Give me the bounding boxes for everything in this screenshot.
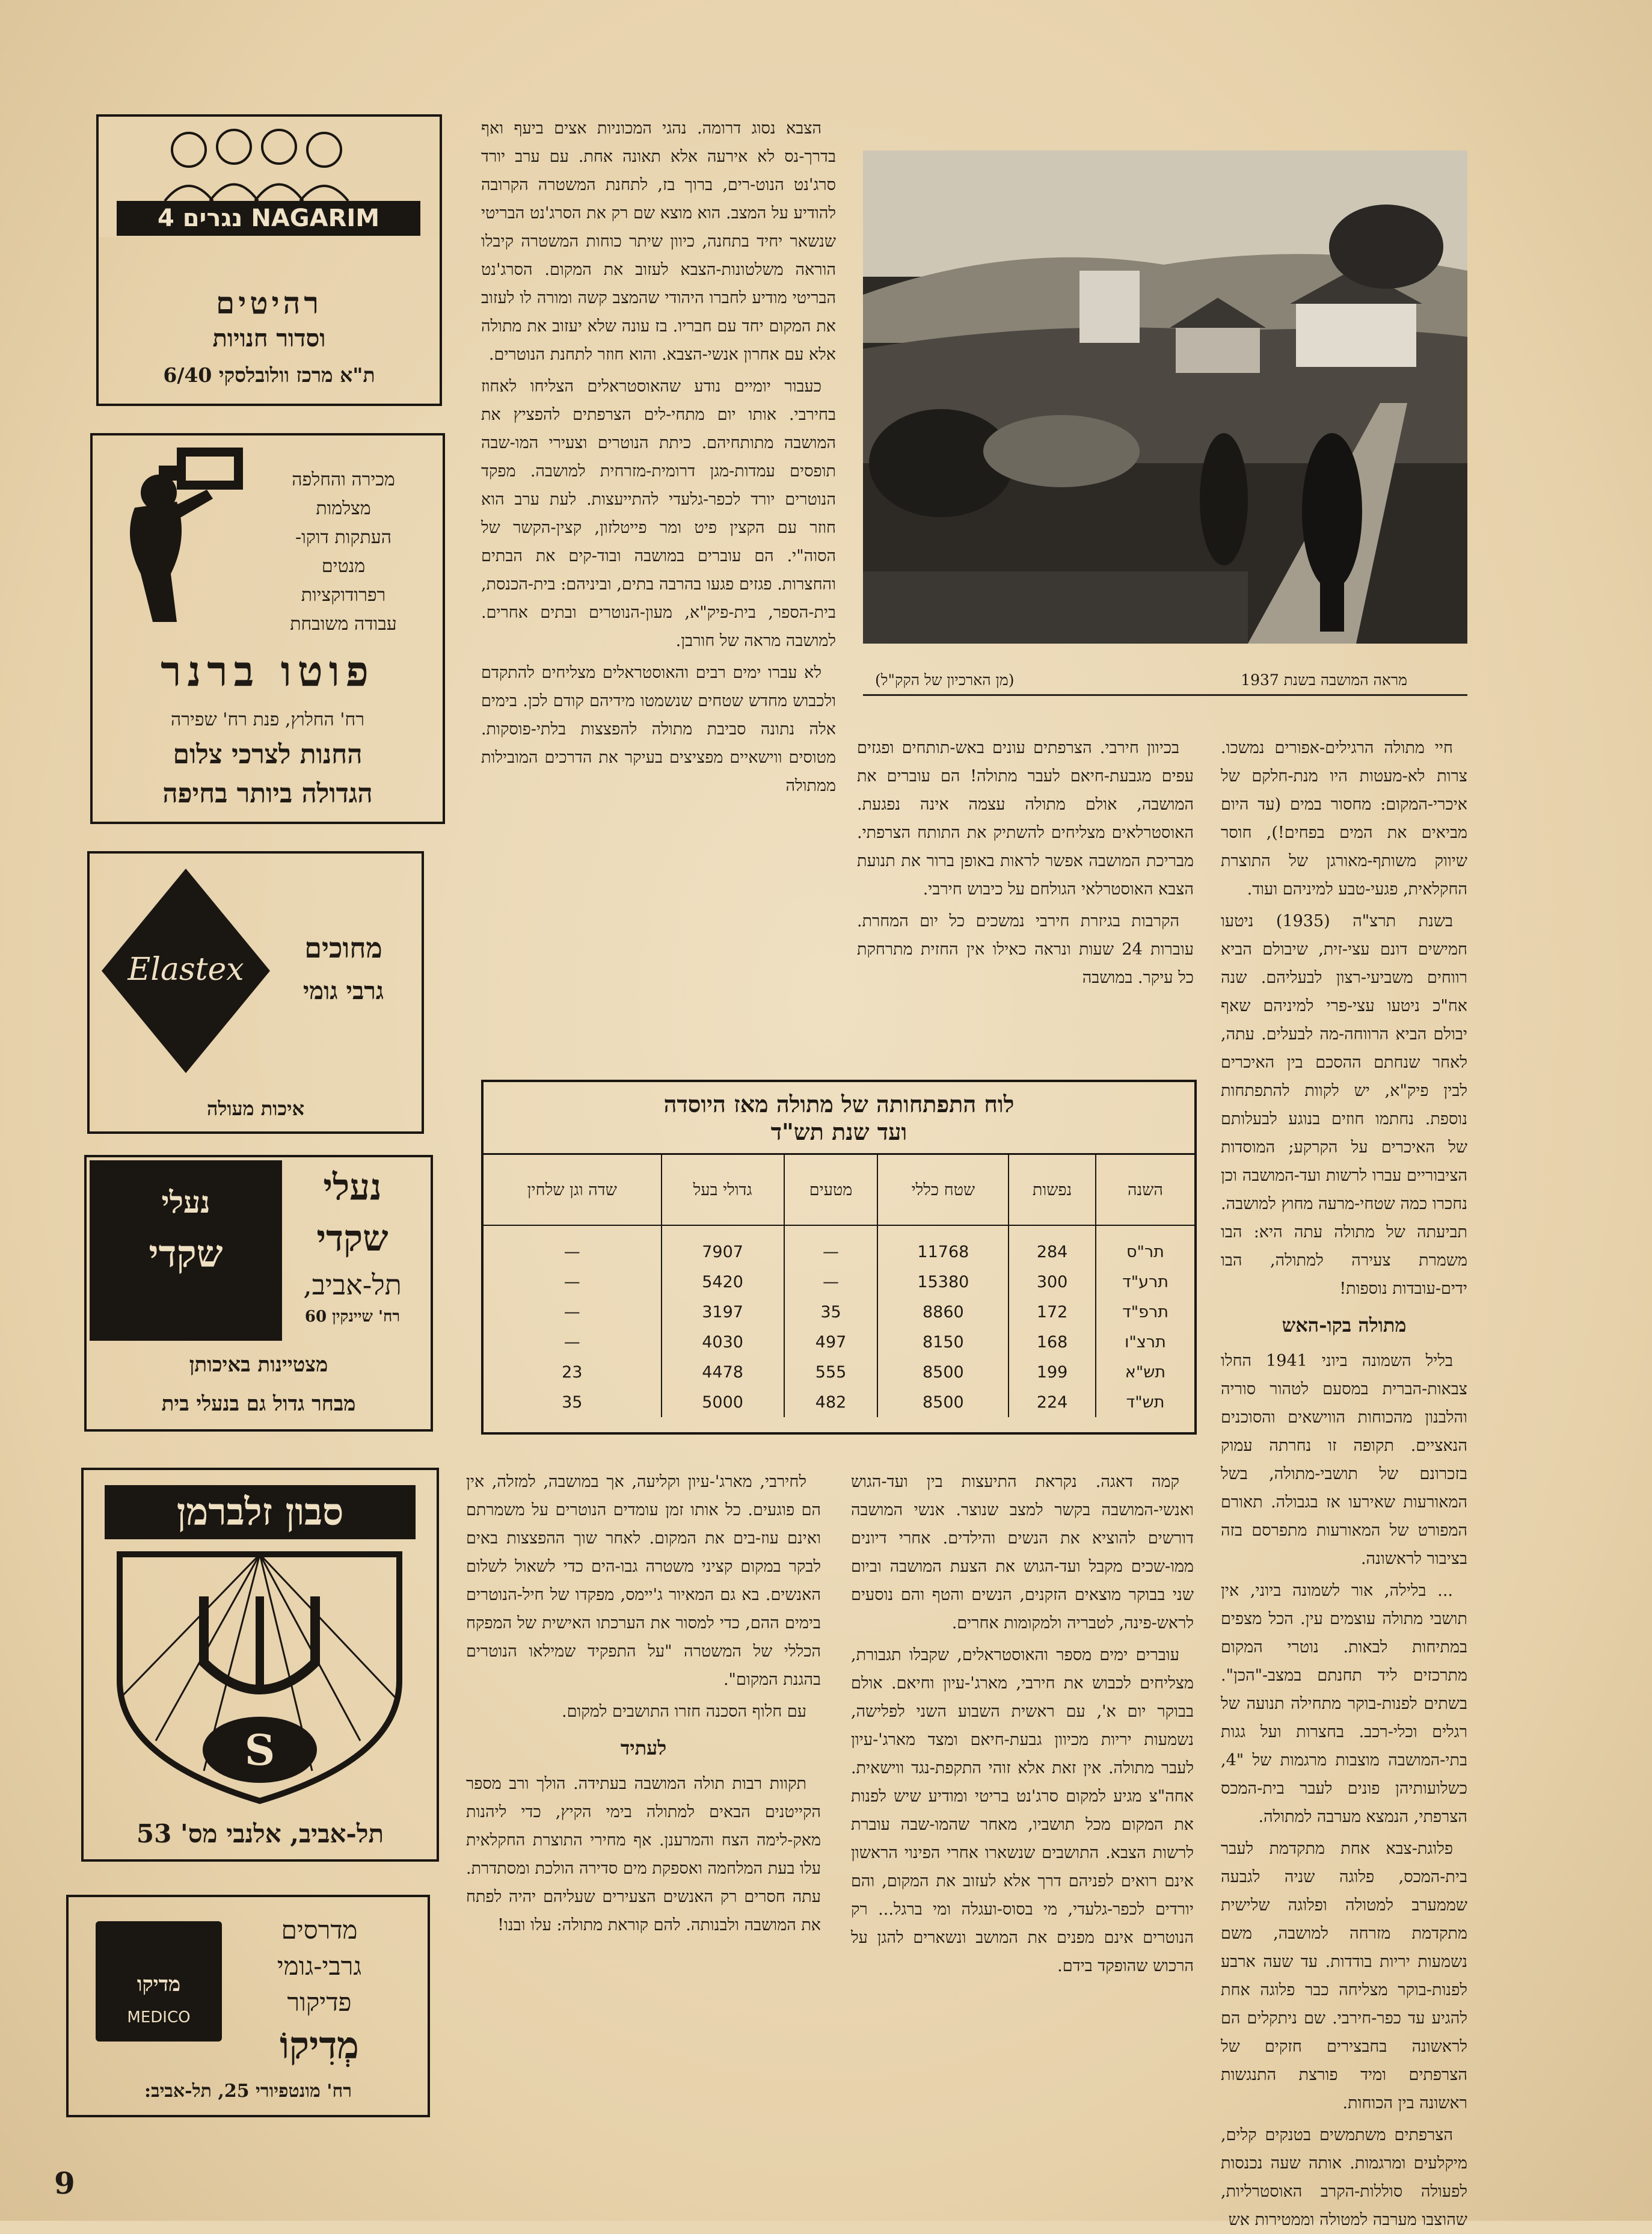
header-irrigated: שדה וגן שלחין: [484, 1155, 662, 1225]
table-cell: 168: [1009, 1327, 1096, 1357]
paragraph: הצרפתים משתמשים בטנקים קלים, מיקלעים ומרגמות. אותה שעה נכנסות לפעולה סוללות-הקרב האוסטרליות, שהוצבו מערבה למטולה וממטירות אש: [1221, 2126, 1467, 2229]
table-cell: 300: [1009, 1267, 1096, 1297]
paragraph: בשנת תרצ"ה (1935) ניטעו חמישים דונם עצי-זית, שיבולם הביא רווחים משביעי-רצון לבעליהם. שנה אח"כ ניטעו עצי-פרי למיניהם שאף יבולם הביא הרווחה-מה לבעלים. עתה, לאחר שנחתם ההסכם בין האיכרים לבין פיק"א, יש לקוות להתפתחות נוספת. נחתמו חוזים בנוגע לבעלותם של האיכרים על הקרקע; המוסדות הציבוריים עברו לרשות ועד-המושבה וכן נחכרו כמה שטחי-מרעה מחוץ למושבה. תביעתה של מתולה עתה היא: הבו משמרת צעירה למתולה, הבו ידים-עובדות נוספות!: [1221, 912, 1467, 1298]
table-row: [484, 1297, 1194, 1327]
brenner-slogan1: החנות לצרכי צלום: [173, 739, 363, 770]
photo-caption-text: מראה המושבה בשנת 1937: [1241, 671, 1407, 689]
paragraph: עם חלוף הסכנה חזרו התושבים למקום.: [561, 1702, 806, 1721]
table-row: [484, 1357, 1194, 1387]
article-column-right: [1221, 734, 1467, 2229]
table-cell: —: [563, 1272, 580, 1291]
nagarim-shops: וסדור חנויות: [212, 324, 326, 352]
paragraph: תקוות רבות תולה המושבה בעתידה. הולך ורב מספר הקייטנים הבאים למתולה בימי הקיץ, כדי ליהנות מאק-לימה הצח והמרענן. אף מחירי התוצרת החקלאית עלו בעת המלחמה ואספקת מים סדירה הולכת ומסתדרת. עתה חסרים רק האנשים הצעירים שעליהם יהיה לפתח את המושבה ולבנותה. להם קוראת מתולה: עלו ובנו!: [466, 1774, 821, 1934]
ad-nagarim: [96, 114, 442, 406]
section-heading: מתולה בקו-האש: [1282, 1314, 1407, 1337]
svg-text:S: S: [244, 1725, 275, 1775]
development-table-box: [481, 1080, 1197, 1435]
header-orchards: מטעים: [784, 1155, 878, 1225]
table-cell: 11768: [877, 1225, 1009, 1267]
photographer-illustration: [99, 442, 249, 628]
paragraph: לא עברו ימים רבים והאוסטראלים מצליחים להתקדם ולכבוש מחדש שטחים שנשמטו מידיהם קודם לכן. בימים אלה נתונה סביבת מתולה להפצצות בלתי-פוסקות. מטוסים ווישאיים מפציצים בעיקר את הדרכים המובילות ממתולה: [481, 663, 836, 795]
shaked-tagline2: מבחר גדול גם בנעלי בית: [161, 1392, 356, 1416]
service-copies: העתקות דוקו-: [295, 527, 392, 548]
paragraph: כעבור יומיים נודע שהאוסטראלים הצליחו לאחוז בחירבי. אותו יום מתחי-לים הצרפתים להפציץ את המושבה מתותחיהם. כיתת הנוטרים וצעירי המו-שבה תופסים עמדות-מגן דרומית-מזרחית למושבה. מפקד הנוטרים יורד לכפר-גלעדי להתייעצות. לעת ערב הוא חוזר עם הקצין פיט ומר פייטלזון, קצין-הקשר של הסוה"י. הם עוברים במושבה ובוד-קים את הבתים והחצרות. פגזים פגעו בהרבה בתים, וביניהם: בית-הכנסת, בית-הספר, בית-פיק"א, מעון-הנוטרים ובתים אחרים. למושבה מראה של חורבן.: [481, 377, 836, 650]
table-row: [484, 1267, 1194, 1297]
table-cell: —: [563, 1302, 580, 1322]
table-cell: 5000: [662, 1387, 784, 1417]
brenner-services: [256, 466, 431, 639]
shaked-address: רח' שיינקין 60: [304, 1308, 401, 1326]
paragraph: חיי מתולה הרגילים-אפורים נמשכו. צרות לא-מעטות היו מנת-חלקם של איכרי-המקום: מחסור במים (עד היום מביאים את המים בפחים!), חוסר שיווק משותף-מאורגן של התוצרת החקלאית, פגעי-טבע למיניהם ועוד.: [1221, 739, 1467, 899]
table-row: [484, 1387, 1194, 1417]
brenner-slogan2: הגדולה ביותר בחיפה: [162, 778, 373, 809]
table-cell: 8500: [877, 1357, 1009, 1387]
ad-shaked-shoes: [84, 1155, 433, 1432]
header-total-area: שטח כללי: [877, 1155, 1009, 1225]
header-population: נפשות: [1009, 1155, 1096, 1225]
paragraph: בכיוון חירבי. הצרפתים עונים באש-תותחים ופגזים עפים מגבעת-חיאם לעבר מתולה! הם עוברים את המושבה, אולם מתולה עצמה אינה נפגעת. האוסטרלאים מצליחים להשתיק את התותח הצרפתי. מבריכת המושבה אפשר לראות באופן ברור את תנועת הצבא האוסטרלאי הגולחם על כיבוש חירבי.: [857, 739, 1194, 899]
article-column-left-top: [481, 114, 836, 1071]
table-cell: 8500: [877, 1387, 1009, 1417]
paragraph: הקרבות בגיזרת חירבי נמשכים כל יום המחרת. עוברות 24 שעות ונראה כאילו אין החזית מתרחקת כל עיקר. במושבה: [857, 912, 1194, 987]
shaked-tagline1: מצטיינות באיכותן: [189, 1353, 328, 1377]
medico-logo-hebrew: מדיקו: [137, 1972, 181, 1996]
nagarim-furniture: רהיטים: [216, 285, 322, 321]
table-cell: 3197: [662, 1297, 784, 1327]
paragraph: עוברים ימים מספר והאוסטראלים, שקבלו תגבורת, מצליחים לכבוש את חירבי, מארג'-עיון וחיאם. אולם בבוקר יום א', עם ראשית השבוע השני לפלישה, נשמעות יריות מכיוון גבעת-חיאם ומצד מארג'-עיון לעבר מתולה. אין זאת אלא זוהי התקפת-נגד ווישאית. אחה"צ מגיע למקום סרג'נט בריטי ומודיע שיש לפנות את המקום מכל תושביו, מאחר שהמו-שבה עוברת לרשות הצבא. התושבים שנשארו אחרי הפינוי הראשון אינם רואים לפניהם דרך אלא לעזוב את המקום, והם יורדים לכפר-גלעדי, מי בסוס-ועגלה ומי ברגל... רק הנוטרים אינם מפנים את המושב ונשארים להגן על הרכוש שהופקד בידם.: [851, 1646, 1194, 1975]
page-number: 9: [54, 2165, 75, 2201]
table-row: [484, 1225, 1194, 1267]
zilberman-address: תל-אביב, אלנבי מס' 53: [136, 1819, 384, 1848]
table-cell: 497: [784, 1327, 878, 1357]
medico-insoles: מדרסים: [281, 1915, 358, 1945]
ad-elastex: [87, 851, 424, 1134]
service-documents: מנטים: [321, 556, 366, 577]
paragraph: קמה דאגה. נקראת התיעצות בין ועד-הגוש ואנשי-המושבה בקשר למצב שנוצר. אנשי המושבה דורשים להוציא את הנשים והילדים. אחרי דיונים ממו-שכים מקבל ועד-הגוש את הצעת המושבה וביום שני בבוקר מוצאים הזקנים, הנשים והטף והם נוסעים לראש-פינה, לטבריה ולמקומות אחרים.: [851, 1472, 1194, 1632]
table-cell: תש"א: [1096, 1357, 1194, 1387]
header-year: השנה: [1096, 1155, 1194, 1225]
table-cell: —: [563, 1242, 580, 1261]
table-cell: —: [784, 1225, 878, 1267]
table-cell: 35: [562, 1392, 583, 1412]
table-cell: 8860: [877, 1297, 1009, 1327]
table-cell: 4030: [662, 1327, 784, 1357]
paragraph: ... בלילה, אור לשמונה ביוני, אין תושבי מתולה עוצמים עין. הכל מצפים במתיחות לבאות. נוטרי המקום מתרכזים ליד תחנתם במצב-"הכן". בשתים לפנות-בוקר מתחילה תנועה של רגלים וכלי-רכב. בחצרות ועל גגות בתי-המושבה מוצבות מרגמות של "4, כשלועותיהן פונים לעבר בית-המכס הצרפתי, הנמצא מערבה למתולה.: [1221, 1581, 1467, 1826]
brenner-address: רח' החלוץ, פנת רח' שפירה: [170, 709, 365, 730]
shaked-city: תל-אביב,: [303, 1269, 402, 1301]
village-photo-scene: [863, 150, 1467, 644]
table-cell: 284: [1009, 1225, 1096, 1267]
paragraph: בליל השמונה ביוני 1941 החלו צבאות-הברית במסעם לטהור סוריה והלבנון מהכוחות הווישאים והסוכנים הנאציים. תקופה זו נחרתה עמוק בזכרונם של תושבי-מתולה, בשל המאורעות שאירעו אז בגבולה. תאורם המפורט של המאורעות מתפרסם בזה בציבור לראשונה.: [1221, 1352, 1467, 1568]
photo-caption: [863, 671, 1467, 696]
zilberman-title: סבון זלברמן: [105, 1485, 416, 1539]
service-cameras: מצלמות: [316, 498, 371, 519]
table-cell: 4478: [662, 1357, 784, 1387]
article-column-middle-bottom: [851, 1468, 1194, 2141]
table-cell: תר"ס: [1096, 1225, 1194, 1267]
elastex-stockings: גרבי גומי: [302, 977, 384, 1005]
nagarim-address: ת"א מרכז וולובלסקי 6/40: [163, 363, 375, 387]
table-title-1: לוח התפתחותה של מתולה מאז היוסדה: [663, 1091, 1015, 1118]
table-cell: 224: [1009, 1387, 1096, 1417]
shaked-stamp-line1: נעלי: [161, 1184, 210, 1220]
table-title-2: ועד שנת תש"ד: [770, 1118, 907, 1145]
service-reproductions: רפרודוקציות: [301, 585, 386, 606]
table-cell: 5420: [662, 1267, 784, 1297]
medico-stockings: גרבי-גומי: [277, 1951, 362, 1981]
medico-logo: [96, 1921, 222, 2042]
shaked-stamp: [90, 1160, 282, 1341]
table-cell: 8150: [877, 1327, 1009, 1357]
village-photo: [863, 150, 1467, 644]
table-cell: —: [784, 1267, 878, 1297]
ad-medico: [66, 1895, 430, 2117]
table-cell: תרפ"ד: [1096, 1297, 1194, 1327]
medico-pedicure: פדיקור: [287, 1987, 352, 2017]
paragraph: לחירבי, מארג'-עיון וקליעה, אך במושבה, למזלה, אין הם פוגעים. כל אותו זמן עומדים הנוטרים על משמרתם ואינם עוז-בים את המקום. לאחר שוך ההפצצות באים לבקר במקום קציני משטרה גבו-הים כדי לשאול לשלום האנשים. בא גם המאיור ג'יימס, מפקדו של חיל-הנוטרים בימים ההם, כדי למסור את הערכתו האישית של המפקח הכללי של המשטרה "על התפקיד שמילאו הנוטרים בהגנת המקום".: [466, 1472, 821, 1689]
ad-zilberman-soap: [81, 1468, 439, 1862]
table-cell: —: [563, 1332, 580, 1352]
service-sale: מכירה והחלפה: [292, 469, 395, 490]
shaked-name1: נעלי: [323, 1166, 382, 1208]
elastex-logo-text: Elastex: [127, 952, 244, 988]
shaked-stamp-line2: שקדי: [149, 1232, 223, 1276]
section-heading: לעתיד: [620, 1737, 667, 1759]
table-cell: תרע"ד: [1096, 1267, 1194, 1297]
table-cell: תרצ"ו: [1096, 1327, 1194, 1357]
zilberman-shield-logo: [84, 1542, 437, 1807]
header-dry-crops: גדולי בעל: [662, 1155, 784, 1225]
development-table: [484, 1155, 1194, 1417]
table-cell: 15380: [877, 1267, 1009, 1297]
article-column-left-bottom: [466, 1468, 821, 2141]
elastex-corsets: מחוכים: [304, 932, 382, 964]
ad-photo-brenner: [90, 433, 445, 824]
nagarim-banner: 4 נגרים NAGARIM: [157, 205, 380, 232]
table-cell: 172: [1009, 1297, 1096, 1327]
service-quality: עבודה משובחת: [290, 614, 397, 635]
article-column-middle-top: [857, 734, 1194, 1071]
medico-address: רח' מונטפיורי 25, תל-אביב:: [144, 2081, 352, 2102]
photo-credit: (מן הארכיון של הקק"ל): [875, 671, 1015, 689]
table-cell: תש"ד: [1096, 1387, 1194, 1417]
brenner-name: פוטו ברנר: [161, 646, 375, 696]
table-cell: 23: [562, 1362, 583, 1382]
medico-logo-latin: MEDICO: [127, 2008, 191, 2026]
elastex-diamond-logo: [96, 863, 276, 1079]
table-cell: 482: [784, 1387, 878, 1417]
table-cell: 7907: [662, 1225, 784, 1267]
table-cell: 35: [784, 1297, 878, 1327]
table-cell: 555: [784, 1357, 878, 1387]
elastex-quality: איכות מעולה: [206, 1097, 305, 1120]
medico-name: מְדִיקוֹ: [280, 2023, 359, 2067]
shaked-name2: שקדי: [316, 1217, 388, 1260]
table-row: [484, 1327, 1194, 1357]
paragraph: פלוגת-צבא אחת מתקדמת לעבר בית-המכס, פלוגה שניה לגבעה שממערב למטולה ופלוגה שלישית מתקדמת מזרחה למושבה, משם נשמעות יריות בודדות. עד שעה ארבע לפנות-בוקר מצליחה כבר פלוגה אחת להגיע עד כפר-חירבי. שם ניתקלים הם לראשונה בחבצירים חזקים של הצרפתים ומיד פורצת התנגשות ראשונה בין הכוחות.: [1221, 1839, 1467, 2112]
paragraph: הצבא נסוג דרומה. נהגי המכוניות אצים ביעף ואף בדרך-נס לא אירעה אלא תאונה אחת. עם ערב יורד סרג'נט הנוט-רים, ברוך בז, לתחנת המשטרה הקרובה להודיע על המצב. הוא מוצא שם רק את הסרג'נט הבריטי שנשאר יחיד בתחנה, כיוון שיתר כוחות המשטרה קיבלו הוראה משלטונות-הצבא לעזוב את המקום. הסרג'נט הבריטי מודיע לחברו היהודי שהמצב קשה ומורה לו לעזוב את המקום יחד עם חבריו. בז עונה שלא יעזוב את מתולה אלא עם אחרון אנשי-הצבא. והוא חוזר לתחנת הנוטרים.: [481, 119, 836, 364]
table-header-row: [484, 1155, 1194, 1225]
table-cell: 199: [1009, 1357, 1096, 1387]
